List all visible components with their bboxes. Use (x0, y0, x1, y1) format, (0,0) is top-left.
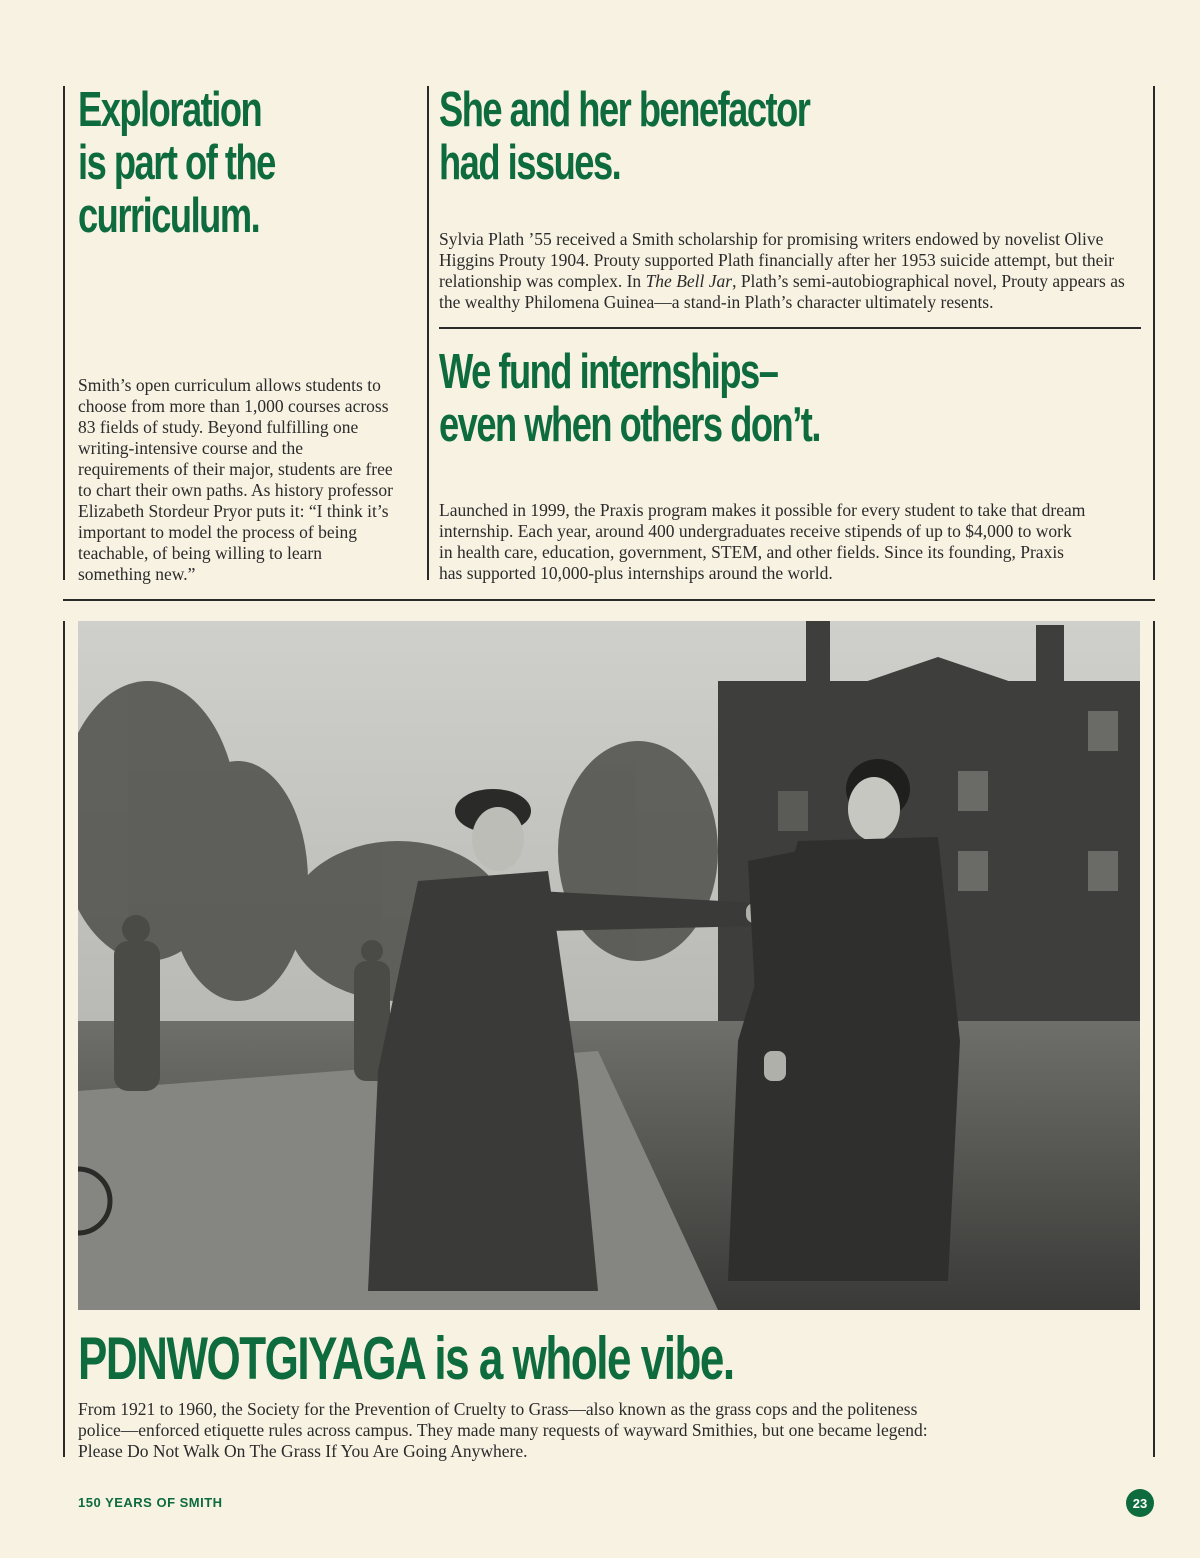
rule-left-top (63, 86, 65, 580)
headline-line: Exploration (78, 83, 262, 137)
book-title: The Bell Jar (645, 271, 733, 291)
headline-benefactor (439, 84, 809, 190)
headline-line: had issues. (439, 136, 621, 190)
archival-photo (78, 621, 1140, 1310)
headline-line: curriculum. (78, 189, 260, 243)
rule-right-bottom (1153, 621, 1155, 1457)
grass-body: From 1921 to 1960, the Society for the Prevention of Cruelty to Grass—also known as the grass cops and the politeness police—enforced etiquette rules across campus. They made many requests of wayward Smithies, but one became legend: Please Do Not Walk On The Grass If You Are Going Anywhere. (78, 1399, 928, 1461)
plath-body-part1: Sylvia Plath ’55 received a Smith scholarship for promising writers endowed by novelist Olive Higgins Prouty 1904. Prouty supported Plath financially after her 1953 suicide attempt, but their relationship was complex. In (439, 229, 1115, 291)
rule-section-divider (63, 599, 1155, 601)
headline-line: She and her benefactor (439, 83, 810, 137)
headline-line: even when others don’t. (439, 398, 820, 452)
rule-right-top (1153, 86, 1155, 580)
headline-exploration (78, 84, 275, 243)
curriculum-body: Smith’s open curriculum allows students to choose from more than 1,000 courses across 83 fields of study. Beyond fulfilling one writing-intensive course and the requirements of their major, students are free to chart their own paths. As history professor Elizabeth Stordeur Pryor puts it: “I think it’s important to model the process of being teachable, of being willing to learn something new.” (78, 375, 393, 584)
page-number-badge: 23 (1126, 1489, 1154, 1517)
headline-pdnwotgiyaga: PDNWOTGIYAGA is a whole vibe. (78, 1325, 734, 1392)
rule-left-bottom (63, 621, 65, 1457)
praxis-body: Launched in 1999, the Praxis program makes it possible for every student to take that dream internship. Each year, around 400 undergraduates receive stipends of up to $4,000 to work in health care, education, government, STEM, and other fields. Since its founding, Praxis has supported 10,000-plus internships around the world. (439, 500, 1086, 583)
headline-internships (439, 346, 820, 452)
footer-publication-label: 150 YEARS OF SMITH (78, 1495, 223, 1510)
plath-body-part2: , Plath’s semi-autobiographical novel, Prouty appears as the wealthy Philomena Guinea—a stand-in Plath’s character ultimately resents. (439, 271, 1125, 312)
headline-line: We fund internships– (439, 345, 778, 399)
plath-body (439, 229, 1145, 313)
headline-line: is part of the (78, 136, 275, 190)
rule-col2-divider (439, 327, 1141, 329)
rule-middle-top (427, 86, 429, 580)
